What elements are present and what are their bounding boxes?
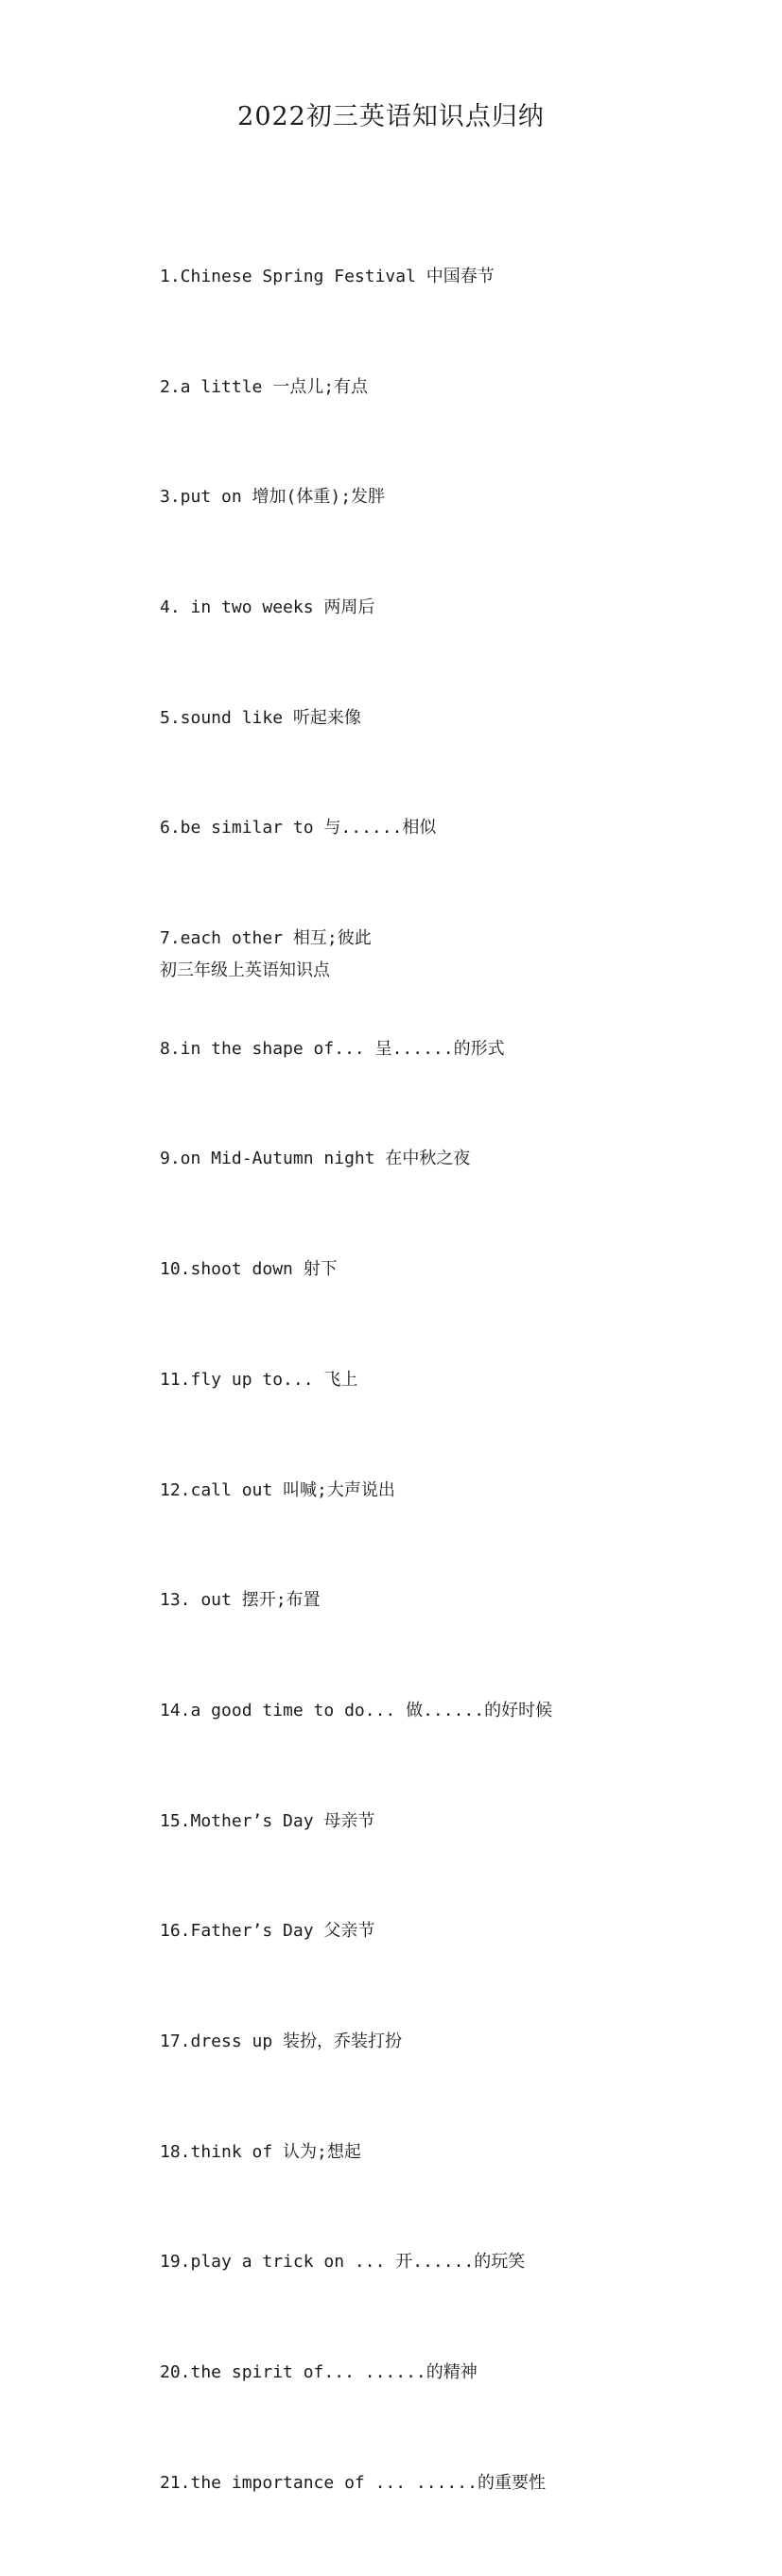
list-item: 11.fly up to... 飞上 xyxy=(160,1369,358,1390)
list-item: 21.the importance of ... ......的重要性 xyxy=(160,2472,546,2493)
list-item: 19.play a trick on ... 开......的玩笑 xyxy=(160,2252,526,2273)
document-title: 2022初三英语知识点归纳 xyxy=(237,102,545,131)
list-item: 16.Father’s Day 父亲节 xyxy=(160,1921,375,1942)
list-item: 9.on Mid-Autumn night 在中秋之夜 xyxy=(160,1149,471,1169)
list-item: 13. out 摆开;布置 xyxy=(160,1590,321,1611)
list-item: 17.dress up 装扮，乔装打扮 xyxy=(160,2031,403,2052)
list-item: 6.be similar to 与......相似 xyxy=(160,818,437,838)
list-item: 4. in two weeks 两周后 xyxy=(160,596,375,617)
list-item: 7.each other 相互;彼此 xyxy=(160,928,372,949)
list-item: 8.in the shape of... 呈......的形式 xyxy=(160,1038,505,1059)
list-item: 15.Mother’s Day 母亲节 xyxy=(160,1810,375,1831)
section-heading: 初三年级上英语知识点 xyxy=(160,960,330,980)
list-item: 18.think of 认为;想起 xyxy=(160,2141,361,2162)
list-item: 14.a good time to do... 做......的好时候 xyxy=(160,1700,553,1720)
list-item: 1.Chinese Spring Festival 中国春节 xyxy=(160,266,495,286)
list-item: 12.call out 叫喊;大声说出 xyxy=(160,1479,395,1500)
phrase-list xyxy=(160,185,552,2576)
list-item: 10.shoot down 射下 xyxy=(160,1259,338,1280)
list-item: 3.put on 增加(体重);发胖 xyxy=(160,487,386,508)
list-item: 20.the spirit of... ......的精神 xyxy=(160,2362,478,2383)
list-item: 5.sound like 听起来像 xyxy=(160,707,361,728)
list-item: 2.a little 一点儿;有点 xyxy=(160,376,369,397)
